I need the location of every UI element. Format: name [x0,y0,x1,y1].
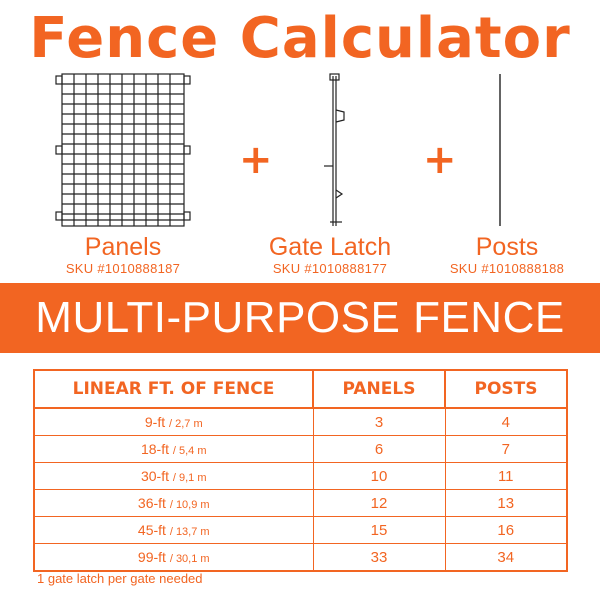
posts-cell: 34 [445,544,567,572]
length-metric: / 30,1 m [169,553,210,565]
plus-icon: + [423,137,457,183]
length-metric: / 10,9 m [169,499,210,511]
panels-cell: 10 [313,463,445,490]
length-cell [34,463,313,490]
length-ft: 36-ft [137,495,166,511]
table-row [34,490,567,517]
length-metric: / 9,1 m [172,472,207,484]
panels-cell: 15 [313,517,445,544]
fence-post-icon [490,70,510,230]
length-cell [34,490,313,517]
product-sku: SKU #1010888187 [65,261,181,276]
table-header-row [34,370,567,408]
table-row [34,463,567,490]
fence-panel-icon [54,70,192,230]
length-ft: 30-ft [140,468,169,484]
posts-cell: 7 [445,436,567,463]
fence-table [33,369,568,572]
product-sku: SKU #1010888177 [272,261,388,276]
panels-cell: 3 [313,408,445,436]
posts-cell: 16 [445,517,567,544]
table-row [34,408,567,436]
length-ft: 45-ft [137,522,166,538]
banner-heading: MULTI-PURPOSE FENCE [0,283,600,353]
product-name: Gate Latch [268,233,392,261]
posts-cell: 13 [445,490,567,517]
column-header-panels: PANELS [313,370,445,408]
table-row [34,436,567,463]
page-title: Fence Calculator [29,6,571,71]
table-row [34,517,567,544]
length-ft: 18-ft [140,441,169,457]
length-ft: 99-ft [137,549,166,565]
length-ft: 9-ft [144,414,166,430]
length-metric: / 13,7 m [169,526,210,538]
posts-cell: 11 [445,463,567,490]
column-header-length: LINEAR FT. OF FENCE [34,370,313,408]
length-cell [34,517,313,544]
product-name: Panels [84,233,162,261]
product-posts [412,233,600,277]
panels-cell: 6 [313,436,445,463]
length-cell [34,408,313,436]
length-metric: / 2,7 m [169,418,203,430]
gate-latch-icon [320,70,350,230]
length-cell [34,436,313,463]
product-sku: SKU #1010888188 [449,261,565,276]
product-name: Posts [475,233,539,261]
product-gate-latch [235,233,425,277]
length-metric: / 5,4 m [172,445,207,457]
plus-icon: + [239,137,273,183]
panels-cell: 33 [313,544,445,572]
column-header-posts: POSTS [445,370,567,408]
table-row [34,544,567,572]
panels-cell: 12 [313,490,445,517]
product-panels [28,233,218,277]
footnote: 1 gate latch per gate needed [37,571,203,586]
length-cell [34,544,313,572]
posts-cell: 4 [445,408,567,436]
